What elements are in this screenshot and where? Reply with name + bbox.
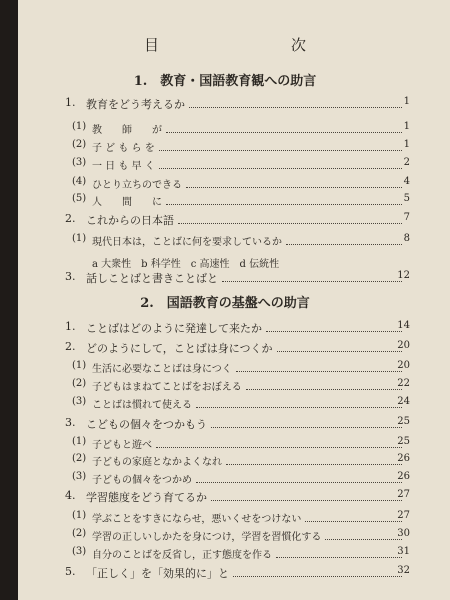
toc-entry [0, 360, 450, 380]
toc-entry [0, 270, 450, 290]
entry-title: 自分のことばを反省し，正す態度を作る [92, 550, 272, 561]
entry-number: (1) [72, 360, 87, 371]
entry-number: 1. [65, 320, 76, 333]
toc-entry [0, 453, 450, 473]
toc-entry [0, 416, 450, 436]
entry-title: これからの日本語 [86, 214, 174, 227]
entry-number: (2) [72, 378, 87, 389]
leader-dots [166, 204, 402, 206]
toc-entry [0, 546, 450, 566]
leader-dots [236, 371, 402, 373]
entry-page-number: 27 [397, 489, 410, 500]
entry-number: (3) [72, 471, 87, 482]
section-heading: 2. 国語教育の基盤への助言 [140, 296, 310, 311]
entry-page-number: 31 [397, 546, 410, 557]
leader-dots [189, 107, 402, 109]
entry-number: (1) [72, 510, 87, 521]
toc-entry [0, 121, 450, 141]
leader-dots [325, 539, 402, 541]
toc-entry [0, 340, 450, 360]
toc-entry [0, 139, 450, 159]
entry-title: 子どもの個々をつかめ [92, 475, 192, 486]
leader-dots [222, 281, 402, 283]
entry-page-number: 1 [403, 139, 410, 150]
entry-title: 話しことばと書きことばと [86, 272, 218, 285]
leader-dots [211, 427, 402, 429]
entry-title: ことばはどのように発達して来たか [86, 322, 262, 335]
entry-title: 生活に必要なことばは身につく [92, 364, 232, 375]
toc-entry [0, 396, 450, 416]
entry-page-number: 26 [397, 453, 410, 464]
leader-dots [156, 447, 402, 449]
entry-title: ことばは慣れて使える [92, 400, 192, 411]
leader-dots [186, 187, 402, 189]
entry-page-number: 24 [397, 396, 410, 407]
entry-title: 学習態度をどう育てるか [86, 491, 207, 504]
entry-page-number: 30 [397, 528, 410, 539]
leader-dots [276, 557, 402, 559]
entry-number: (3) [72, 546, 87, 557]
entry-page-number: 8 [403, 233, 410, 244]
entry-title: 「正しく」を「効果的に」と [86, 567, 229, 580]
entry-page-number: 20 [397, 360, 410, 371]
entry-number: (3) [72, 396, 87, 407]
toc-entry [0, 157, 450, 177]
entry-title: 学習の正しいしかたを身につけ，学習を習慣化する [92, 532, 322, 543]
entry-page-number: 2 [403, 157, 410, 168]
entry-number: (4) [72, 176, 87, 187]
entry-title: 子どもの家庭となかよくなれ [92, 457, 222, 468]
entry-title: 子どもはまねてことばをおぼえる [92, 382, 242, 393]
entry-page-number: 25 [397, 436, 410, 447]
entry-title: 教育をどう考えるか [86, 98, 185, 111]
toc-title: 目 次 [143, 36, 340, 54]
toc-entry [0, 565, 450, 585]
toc-entry [0, 378, 450, 398]
entry-title: ひとり立ちのできる [92, 180, 182, 191]
entry-number: 1. [65, 96, 76, 109]
leader-dots [211, 500, 402, 502]
toc-entry [0, 471, 450, 491]
entry-page-number: 1 [403, 121, 410, 132]
entry-number: (1) [72, 436, 87, 447]
entry-title: 一 日 も 早 く [92, 161, 155, 172]
entry-number: (1) [72, 121, 87, 132]
entry-page-number: 14 [397, 320, 410, 331]
entry-title: 人 間 に [92, 197, 162, 208]
entry-number: 2. [65, 212, 76, 225]
leader-dots [159, 150, 402, 152]
leader-dots [178, 223, 402, 225]
entry-title: 現代日本は，ことばに何を要求しているか [92, 237, 282, 248]
leader-dots [166, 132, 402, 134]
leader-dots [196, 407, 402, 409]
leader-dots [226, 464, 402, 466]
entry-page-number: 22 [397, 378, 410, 389]
entry-number: 4. [65, 489, 76, 502]
entry-number: 3. [65, 270, 76, 283]
toc-entry [0, 193, 450, 213]
entry-number: 2. [65, 340, 76, 353]
leader-dots [266, 331, 402, 333]
leader-dots [286, 244, 402, 246]
leader-dots [277, 351, 402, 353]
entry-page-number: 1 [403, 96, 410, 107]
entry-number: (5) [72, 193, 87, 204]
toc-entry [0, 233, 450, 253]
leader-dots [305, 521, 402, 523]
entry-page-number: 25 [397, 416, 410, 427]
toc-entry [0, 528, 450, 548]
toc-entry [0, 489, 450, 509]
leader-dots [159, 168, 402, 170]
entry-title: どのようにして，ことばは身につくか [86, 342, 273, 355]
entry-title: 学ぶことをすきにならせ，悪いくせをつけない [92, 514, 302, 525]
entry-number: (2) [72, 139, 87, 150]
entry-page-number: 26 [397, 471, 410, 482]
toc-entry [0, 96, 450, 116]
toc-subitems: a 大衆性 b 科学性 c 高速性 d 伝統性 [92, 259, 280, 270]
entry-number: 3. [65, 416, 76, 429]
leader-dots [246, 389, 402, 391]
entry-page-number: 4 [403, 176, 410, 187]
entry-title: 子 ど も ら を [92, 143, 155, 154]
leader-dots [196, 482, 402, 484]
entry-number: 5. [65, 565, 76, 578]
entry-title: こどもの個々をつかもう [86, 418, 207, 431]
toc-entry [0, 212, 450, 232]
entry-number: (3) [72, 157, 87, 168]
entry-title: 教 師 が [92, 125, 162, 136]
entry-number: (1) [72, 233, 87, 244]
entry-page-number: 12 [397, 270, 410, 281]
entry-page-number: 5 [403, 193, 410, 204]
section-heading: 1. 教育・国語教育観への助言 [133, 74, 317, 89]
toc-entry [0, 320, 450, 340]
entry-number: (2) [72, 453, 87, 464]
entry-page-number: 20 [397, 340, 410, 351]
entry-title: 子どもと遊べ [92, 440, 152, 451]
entry-page-number: 32 [397, 565, 410, 576]
leader-dots [233, 576, 402, 578]
entry-page-number: 27 [397, 510, 410, 521]
toc-entry [0, 510, 450, 530]
entry-page-number: 7 [403, 212, 410, 223]
entry-number: (2) [72, 528, 87, 539]
